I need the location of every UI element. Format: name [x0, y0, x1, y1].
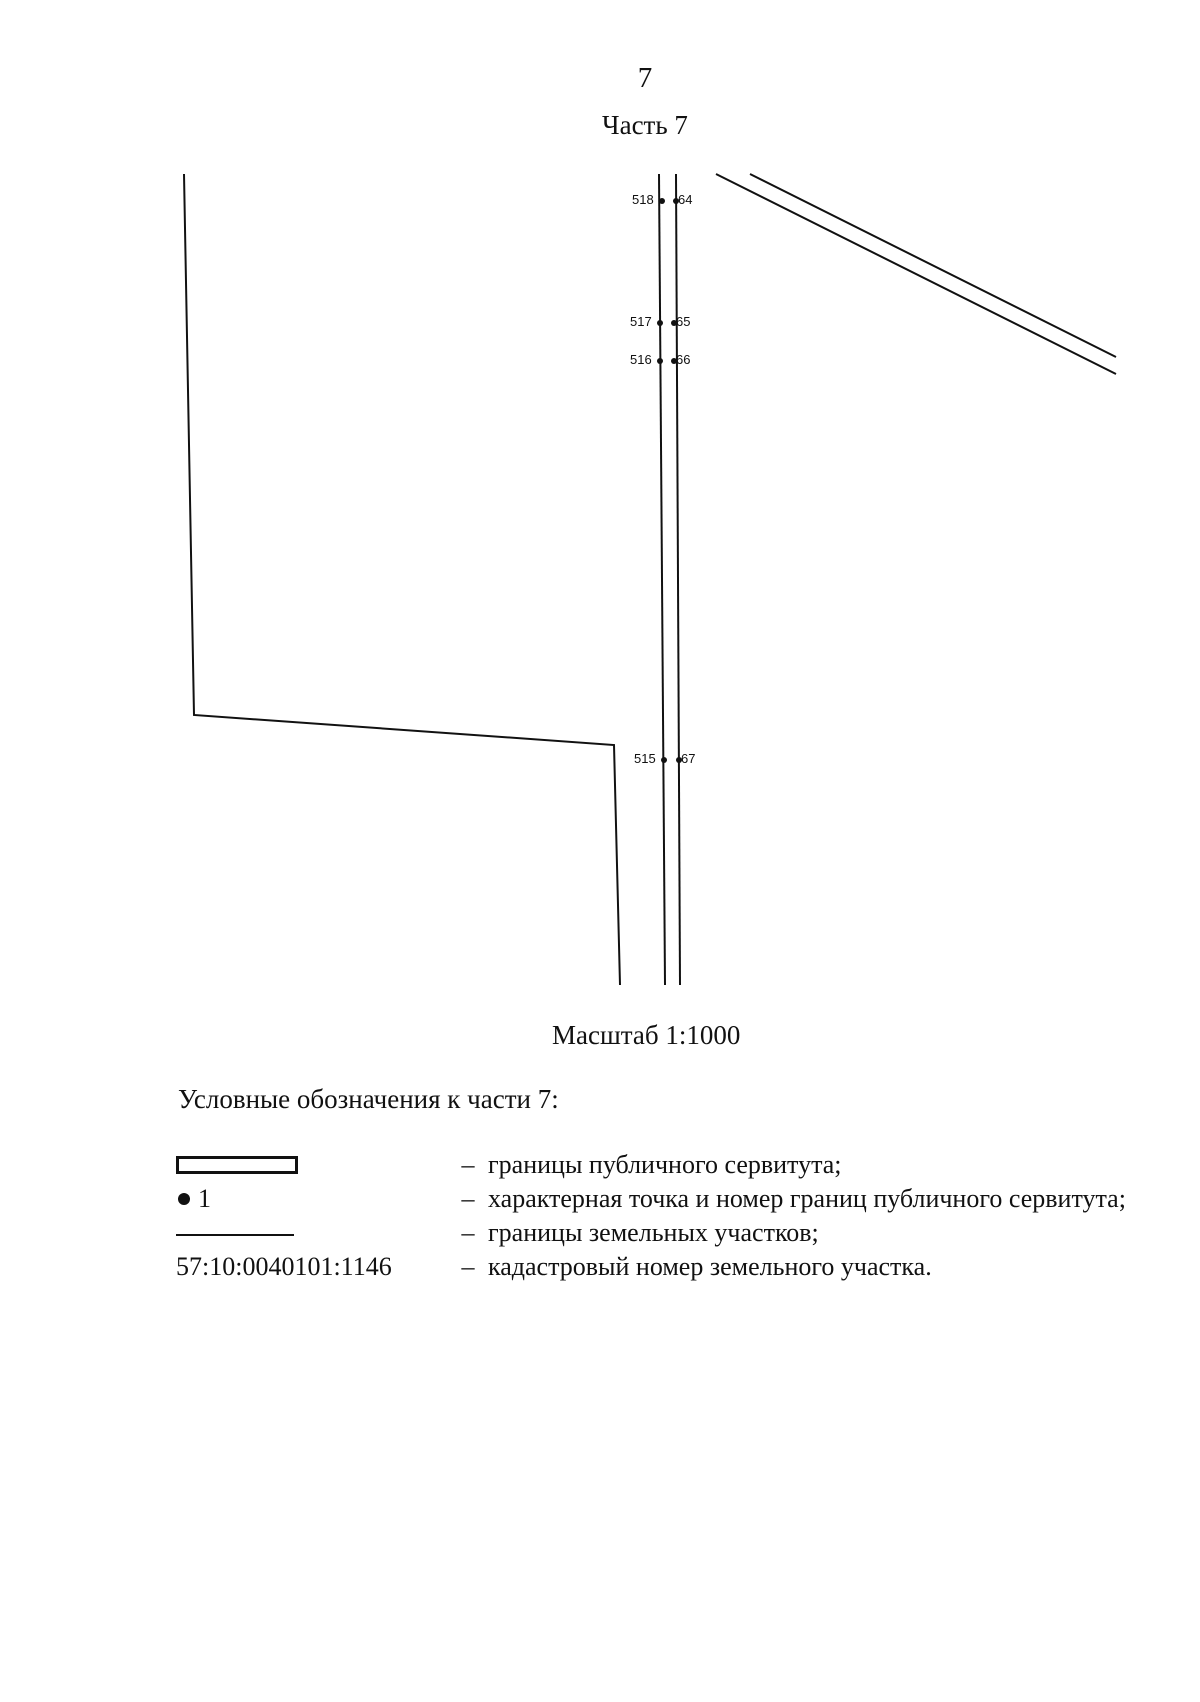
land-plot-boundary [184, 174, 620, 985]
legend-row-land-boundary [176, 1216, 1136, 1249]
point-marker [661, 757, 667, 763]
point-marker [657, 358, 663, 364]
page-number: 7 [637, 62, 653, 94]
point-marker [659, 198, 665, 204]
legend-dash: – [461, 1218, 475, 1247]
legend-symbol [176, 1216, 448, 1249]
point-label-65: 65 [676, 314, 691, 329]
point-label-64: 64 [678, 192, 693, 207]
legend-dash: – [461, 1150, 475, 1179]
point-label-516: 516 [630, 352, 652, 367]
servitude-rect-symbol [176, 1156, 298, 1174]
point-label-518: 518 [632, 192, 654, 207]
legend-description: кадастровый номер земельного участка. [488, 1252, 932, 1281]
point-label-515: 515 [634, 751, 656, 766]
legend-description: границы публичного сервитута; [488, 1150, 842, 1179]
point-label-66: 66 [676, 352, 691, 367]
legend-title: Условные обозначения к части 7: [178, 1084, 559, 1114]
legend-row-servitude [176, 1148, 1136, 1181]
legend [176, 1148, 1136, 1284]
legend-symbol [176, 1250, 448, 1283]
land-boundary-diagonal-2 [750, 174, 1116, 357]
legend-dash: – [461, 1252, 475, 1281]
legend-description: границы земельных участков; [488, 1218, 819, 1247]
legend-row-cadastral [176, 1250, 1136, 1283]
point-number-sample: 1 [198, 1184, 211, 1213]
legend-symbol [176, 1182, 448, 1215]
point-marker [657, 320, 663, 326]
scale-label: Масштаб 1:1000 [552, 1020, 741, 1050]
legend-symbol [176, 1148, 448, 1181]
part-title: Часть 7 [602, 110, 688, 140]
legend-description: характерная точка и номер границ публичного сервитута; [488, 1184, 1126, 1213]
cadastral-number-sample: 57:10:0040101:1146 [176, 1252, 392, 1281]
point-label-517: 517 [630, 314, 652, 329]
servitude-boundary-left [659, 174, 665, 985]
point-label-67: 67 [681, 751, 696, 766]
servitude-boundary-right [676, 174, 680, 985]
legend-dash: – [461, 1184, 475, 1213]
land-boundary-line-symbol [176, 1234, 294, 1236]
land-boundary-diagonal-1 [716, 174, 1116, 374]
legend-row-point [176, 1182, 1136, 1215]
point-dot-symbol [178, 1193, 190, 1205]
